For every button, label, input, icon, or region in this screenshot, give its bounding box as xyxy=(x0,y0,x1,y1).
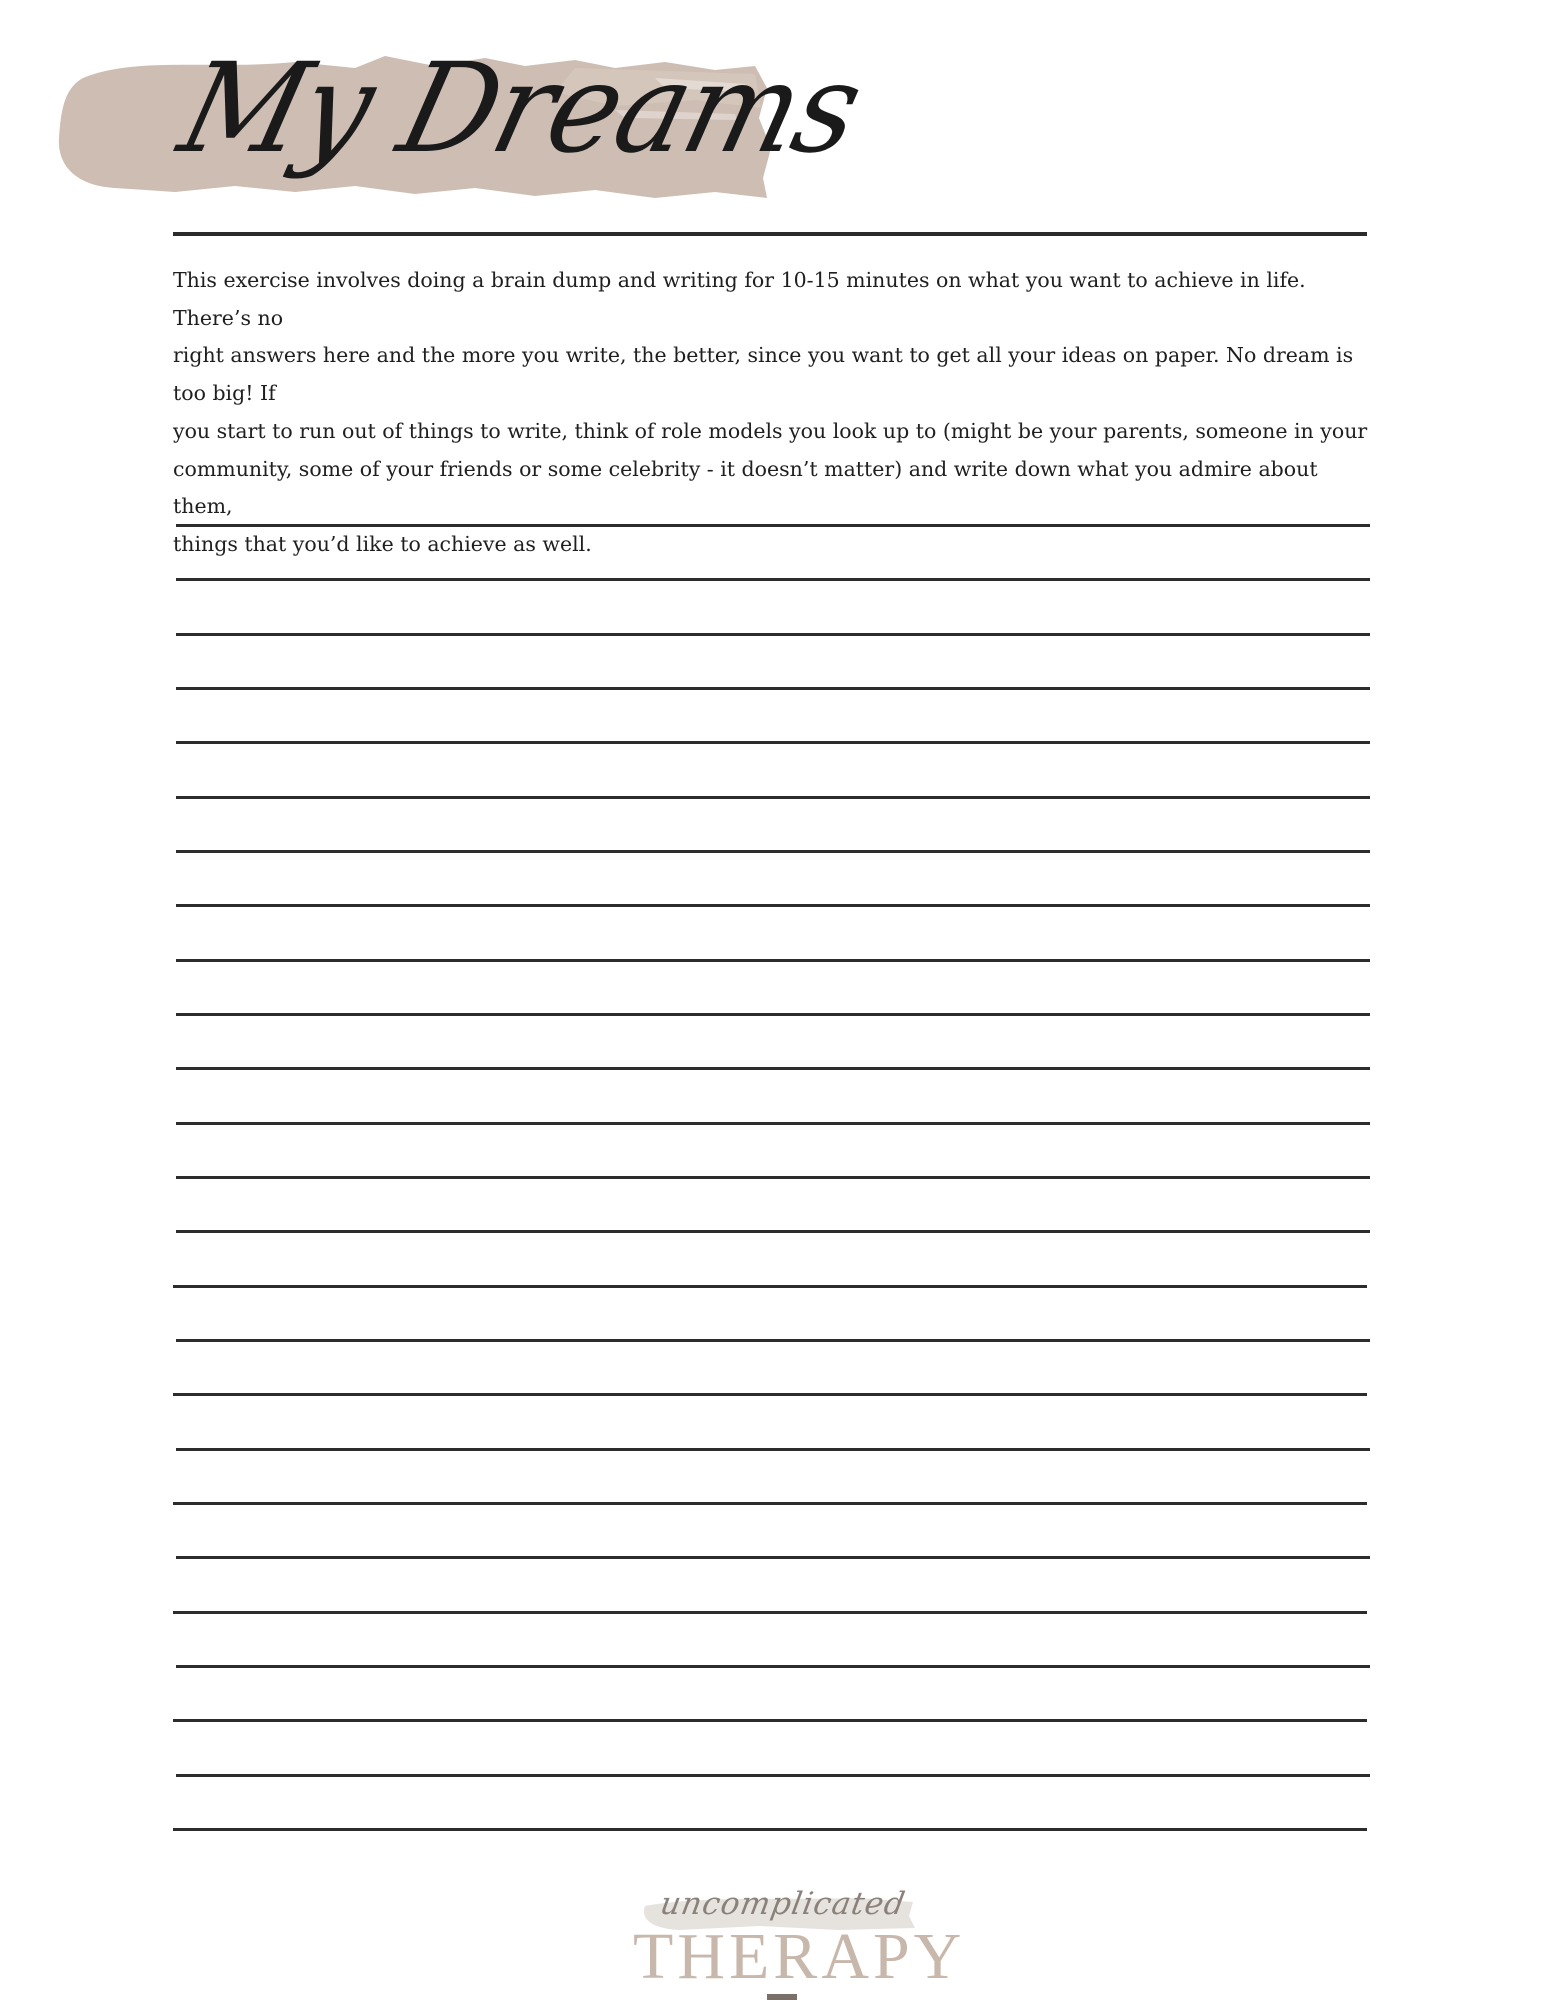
writing-line[interactable] xyxy=(176,687,1370,690)
logo-wordmark: THERAPY xyxy=(633,1920,966,1993)
writing-line[interactable] xyxy=(176,741,1370,744)
writing-line[interactable] xyxy=(176,1774,1370,1777)
writing-line[interactable] xyxy=(173,1611,1367,1614)
page-title: My Dreams xyxy=(167,35,875,181)
logo-mark xyxy=(767,1994,797,2000)
writing-line[interactable] xyxy=(176,1067,1370,1070)
title-underline xyxy=(173,232,1367,236)
footer-logo xyxy=(633,1880,966,2000)
writing-line[interactable] xyxy=(176,1448,1370,1451)
writing-line[interactable] xyxy=(173,1719,1367,1722)
writing-line[interactable] xyxy=(173,1502,1367,1505)
writing-line[interactable] xyxy=(176,1230,1370,1233)
writing-line[interactable] xyxy=(173,1393,1367,1396)
writing-line[interactable] xyxy=(176,1339,1370,1342)
writing-line[interactable] xyxy=(176,904,1370,907)
writing-line[interactable] xyxy=(176,1665,1370,1668)
writing-line[interactable] xyxy=(176,1013,1370,1016)
writing-line[interactable] xyxy=(176,1176,1370,1179)
instructions-paragraph: This exercise involves doing a brain dump and writing for 10-15 minutes on what you want to achieve in life. There’s no right answers here and the more you write, the better, since you want to get all your ideas on paper. No dream is too big! If you start to run out of things to write, think of role models you look up to (might be your parents, someone in your community, some of your friends or some celebrity - it doesn’t matter) and write down what you admire about them, things that you’d like to achieve as well. xyxy=(173,268,1368,556)
writing-line[interactable] xyxy=(176,578,1370,581)
writing-line[interactable] xyxy=(176,633,1370,636)
writing-line[interactable] xyxy=(176,1556,1370,1559)
writing-line[interactable] xyxy=(173,1828,1367,1831)
writing-line[interactable] xyxy=(176,796,1370,799)
writing-line[interactable] xyxy=(176,1122,1370,1125)
writing-line[interactable] xyxy=(173,1285,1367,1288)
writing-line[interactable] xyxy=(176,959,1370,962)
writing-line[interactable] xyxy=(176,850,1370,853)
logo-script-text: uncomplicated xyxy=(657,1886,909,1922)
